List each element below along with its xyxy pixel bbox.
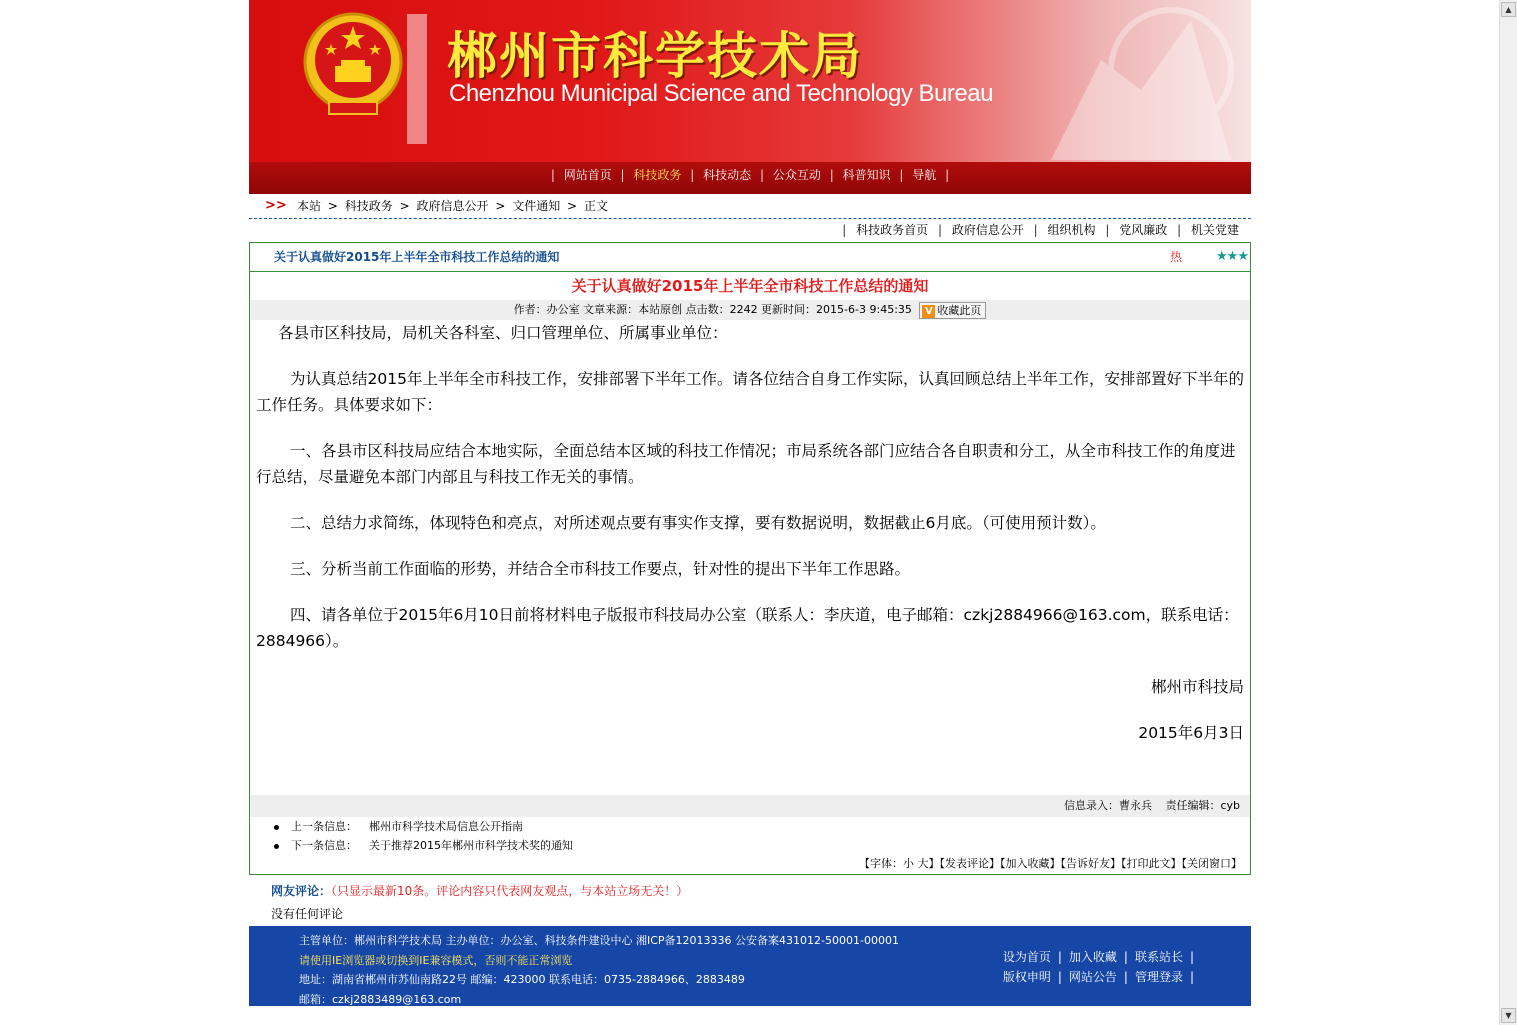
article-paragraph: 各县市区科技局，局机关各科室、归口管理单位、所属事业单位： <box>278 324 728 342</box>
footer-admin-login[interactable]: 管理登录 <box>1134 970 1183 984</box>
nav-item-guide[interactable]: 导航 <box>912 168 937 182</box>
nav-item-home[interactable]: 网站首页 <box>563 168 612 182</box>
footer-contact[interactable]: 联系站长 <box>1134 950 1183 964</box>
bookmark-icon: V <box>922 305 935 318</box>
comments-label: 网友评论： <box>271 884 332 898</box>
site-footer: 主管单位：郴州市科学技术局 主办单位：办公室、科技条件建设中心 湘ICP备12013336 公安备案431012-50001-00001 请使用IE浏览器或切换到IE兼容模式，否则不能正常浏览 地址：湖南省郴州市苏仙南路22号 邮编：423000 联系电话：0735-2884966、2883489 邮箱：czkj2883489@163.com 设为首页 | 加入收藏 | 联系站长 | 版权申明 | 网站公告 | 管理登录 | <box>249 926 1251 1006</box>
breadcrumb-arrows-icon: >> <box>265 198 287 213</box>
footer-address: 地址：湖南省郴州市苏仙南路22号 邮编：423000 联系电话：0735-2884966、2883489 <box>299 973 745 986</box>
sub-nav: | 科技政务首页 | 政府信息公开 | 组织机构 | 党风廉政 | 机关党建 <box>842 223 1239 237</box>
breadcrumb: >> 本站 > 科技政务 > 政府信息公开 > 文件通知 > 正文 <box>249 194 1251 219</box>
main-nav: | 网站首页 | 科技政务 | 科技动态 | 公众互动 | 科普知识 | 导航 | <box>249 162 1251 194</box>
nav-item-news[interactable]: 科技动态 <box>703 168 752 182</box>
nav-item-affairs[interactable]: 科技政务 <box>633 168 682 182</box>
article-paragraph: 为认真总结2015年上半年全市科技工作，安排部署下半年工作。请各位结合自身工作实际，认真回顾总结上半年工作，安排部置好下半年的工作任务。具体要求如下： <box>256 370 1244 414</box>
scroll-down-icon[interactable]: ▼ <box>1501 1008 1516 1023</box>
footer-set-homepage[interactable]: 设为首页 <box>1002 950 1051 964</box>
bookmark-button[interactable]: V 收藏此页 <box>919 302 986 319</box>
breadcrumb-affairs[interactable]: 科技政务 <box>344 199 393 213</box>
next-article-link[interactable]: 关于推荐2015年郴州市科学技术奖的通知 <box>369 839 573 852</box>
bullet-icon <box>274 844 279 849</box>
vertical-scrollbar[interactable] <box>1499 0 1517 1025</box>
article-head-title: 关于认真做好2015年上半年全市科技工作总结的通知 <box>274 250 560 264</box>
comments-empty: 没有任何评论 <box>271 907 344 921</box>
prev-article: 上一条信息： 郴州市科学技术局信息公开指南 <box>274 817 573 836</box>
nav-item-interaction[interactable]: 公众互动 <box>772 168 821 182</box>
footer-announcement[interactable]: 网站公告 <box>1068 970 1117 984</box>
page-container <box>249 0 1251 1006</box>
footer-browser-notice: 请使用IE浏览器或切换到IE兼容模式，否则不能正常浏览 <box>299 953 573 967</box>
breadcrumb-gov-info[interactable]: 政府信息公开 <box>416 199 489 213</box>
article-signer: 郴州市科技局 <box>1150 678 1244 696</box>
nav-item-science[interactable]: 科普知识 <box>842 168 891 182</box>
article-meta <box>250 300 1250 320</box>
footer-sponsor: 主管单位：郴州市科学技术局 主办单位：办公室、科技条件建设中心 湘ICP备12013336 公安备案431012-50001-00001 <box>299 934 899 947</box>
comments-note: （只显示最新10条。评论内容只代表网友观点，与本站立场无关！） <box>331 884 689 898</box>
prev-article-link[interactable]: 郴州市科学技术局信息公开指南 <box>369 820 523 833</box>
footer-copyright[interactable]: 版权申明 <box>1002 970 1051 984</box>
article-tools[interactable]: 【字体：小 大】【发表评论】【加入收藏】【告诉好友】【打印此文】【关闭窗口】 <box>859 857 1242 870</box>
breadcrumb-home[interactable]: 本站 <box>297 199 322 213</box>
scroll-up-icon[interactable]: ▲ <box>1501 2 1516 17</box>
article-paragraph: 四、请各单位于2015年6月10日前将材料电子版报市科技局办公室（联系人：李庆道，电子邮箱：czkj2884966@163.com，联系电话：2884966）。 <box>256 606 1239 650</box>
breadcrumb-notices[interactable]: 文件通知 <box>512 199 561 213</box>
prev-next-links <box>274 817 573 855</box>
bullet-icon <box>274 825 279 830</box>
subnav-affairs-home[interactable]: 科技政务首页 <box>856 223 929 237</box>
article-title: 关于认真做好2015年上半年全市科技工作总结的通知 <box>571 277 929 295</box>
subnav-party[interactable]: 机关党建 <box>1190 223 1239 237</box>
banner-divider <box>407 14 427 144</box>
article-body <box>250 320 1250 746</box>
subnav-organization[interactable]: 组织机构 <box>1047 223 1096 237</box>
national-emblem-icon <box>301 10 405 120</box>
banner-decoration <box>991 0 1251 162</box>
article-meta-text: 作者：办公室 文章来源：本站原创 点击数：2242 更新时间：2015-6-3 9:45:35 <box>513 303 912 316</box>
footer-add-favorite[interactable]: 加入收藏 <box>1068 950 1117 964</box>
recorder-text: 信息录入：曹永兵 <box>1063 799 1152 812</box>
rating-stars-icon: ★★★ <box>1216 249 1248 264</box>
breadcrumb-current: 正文 <box>583 199 608 213</box>
article-paragraph: 三、分析当前工作面临的形势，并结合全市科技工作要点，针对性的提出下半年工作思路。 <box>290 560 911 578</box>
site-banner <box>249 0 1251 162</box>
subnav-integrity[interactable]: 党风廉政 <box>1119 223 1168 237</box>
article-credits <box>250 795 1250 817</box>
editor-text: 责任编辑：cyb <box>1165 799 1240 812</box>
subnav-gov-info[interactable]: 政府信息公开 <box>951 223 1024 237</box>
site-title-cn: 郴州市科学技术局 <box>447 27 863 85</box>
article-paragraph: 二、总结力求简练，体现特色和亮点，对所述观点要有事实作支撑，要有数据说明，数据截止6月底。（可使用预计数）。 <box>290 514 1106 532</box>
site-title-en: Chenzhou Municipal Science and Technology Bureau <box>449 80 993 107</box>
article-paragraph: 一、各县市区科技局应结合本地实际，全面总结本区域的科技工作情况；市局系统各部门应结合各自职责和分工，从全市科技工作的角度进行总结，尽量避免本部门内部且与科技工作无关的事情。 <box>256 442 1236 486</box>
article-date: 2015年6月3日 <box>1138 724 1244 742</box>
article-header <box>250 243 1250 272</box>
hot-badge: 热 <box>1169 250 1182 264</box>
footer-email: 邮箱：czkj2883489@163.com <box>299 992 462 1006</box>
next-article: 下一条信息： 关于推荐2015年郴州市科学技术奖的通知 <box>274 836 573 855</box>
comments-header <box>271 882 688 899</box>
article-box <box>249 242 1251 875</box>
